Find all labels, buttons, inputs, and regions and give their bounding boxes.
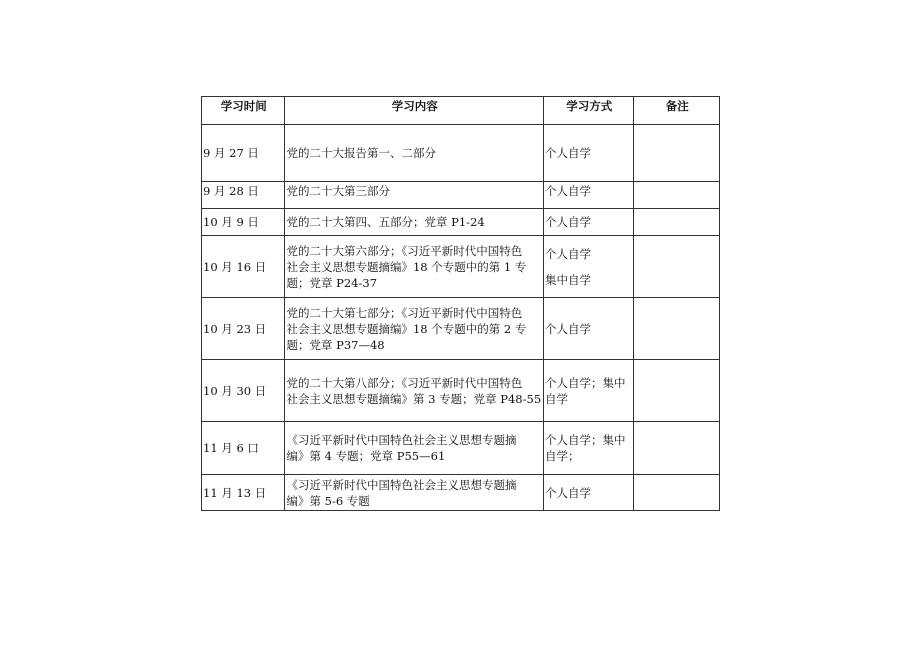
table-row [202, 236, 720, 298]
date-cell: 10 月 23 日 [202, 298, 285, 360]
method-line: 个人自学 [544, 485, 591, 500]
date-cell: 11 月 13 日 [202, 475, 285, 511]
content-line: 《习近平新时代中国特色社会主义思想专题摘 [286, 477, 517, 492]
note-cell [634, 125, 720, 182]
header-note: 备注 [634, 97, 720, 125]
content-line: 社会主义思想专题摘编》18 个专题中的第 2 专题；党章 P37—48 [286, 321, 527, 352]
method-cell [543, 182, 634, 209]
method-line: 自学； [544, 449, 580, 463]
method-line: 个人自学 [544, 321, 591, 336]
header-content: 学习内容 [285, 97, 543, 125]
note-cell [634, 209, 720, 236]
note-cell [634, 360, 720, 422]
content-line: 社会主义思想专题摘编》第 3 专题；党章 P48-55 [286, 391, 542, 406]
content-cell [285, 236, 543, 298]
method-line: 个人自学；集中 [544, 375, 626, 390]
study-schedule-table [201, 96, 720, 511]
spacer [545, 262, 634, 272]
note-cell [634, 422, 720, 475]
date-cell: 11 月 6 口 [202, 422, 285, 475]
method-cell [543, 475, 634, 511]
table-row [202, 298, 720, 360]
table-row [202, 125, 720, 182]
note-cell [634, 182, 720, 209]
date-cell: 9 月 28 日 [202, 182, 285, 209]
method-line: 个人自学 [544, 246, 591, 261]
table-row [202, 422, 720, 475]
method-line: 个人自学；集中 [544, 433, 626, 447]
content-cell [285, 475, 543, 511]
content-line: 党的二十大第八部分；《习近平新时代中国特色 [286, 375, 523, 390]
content-cell [285, 360, 543, 422]
content-line: 党的二十大第三部分 [286, 184, 390, 198]
content-line: 社会主义思想专题摘编》18 个专题中的第 1 专题；党章 P24-37 [286, 259, 527, 290]
table-row [202, 209, 720, 236]
method-cell [543, 236, 634, 298]
table-row [202, 360, 720, 422]
table-header-row [202, 97, 720, 125]
content-cell [285, 209, 543, 236]
note-cell [634, 475, 720, 511]
content-line: 《习近平新时代中国特色社会主义思想专题摘 [286, 433, 517, 447]
date-cell: 10 月 9 日 [202, 209, 285, 236]
content-line: 党的二十大报告第一、二部分 [286, 146, 436, 160]
method-cell [543, 298, 634, 360]
note-cell [634, 298, 720, 360]
method-cell [543, 209, 634, 236]
table-row [202, 182, 720, 209]
method-line: 个人自学 [544, 215, 591, 229]
content-line: 党的二十大第四、五部分；党章 P1-24 [286, 215, 485, 229]
content-line: 党的二十大第六部分；《习近平新时代中国特色 [286, 243, 523, 258]
date-cell: 10 月 30 日 [202, 360, 285, 422]
header-method: 学习方式 [543, 97, 634, 125]
method-line: 集中自学 [544, 272, 591, 287]
content-line: 编》第 4 专题；党章 P55—61 [286, 449, 446, 463]
content-line: 党的二十大第七部分；《习近平新时代中国特色 [286, 305, 523, 320]
content-line: 编》第 5-6 专题 [286, 493, 370, 508]
content-cell [285, 422, 543, 475]
method-line: 个人自学 [544, 184, 591, 198]
date-cell: 9 月 27 日 [202, 125, 285, 182]
method-line: 个人自学 [544, 146, 591, 160]
method-cell [543, 422, 634, 475]
method-line: 自学 [544, 391, 568, 406]
content-cell [285, 182, 543, 209]
method-cell [543, 360, 634, 422]
date-cell: 10 月 16 日 [202, 236, 285, 298]
note-cell [634, 236, 720, 298]
content-cell [285, 125, 543, 182]
method-cell [543, 125, 634, 182]
table-row [202, 475, 720, 511]
content-cell [285, 298, 543, 360]
header-date: 学习时间 [202, 97, 285, 125]
